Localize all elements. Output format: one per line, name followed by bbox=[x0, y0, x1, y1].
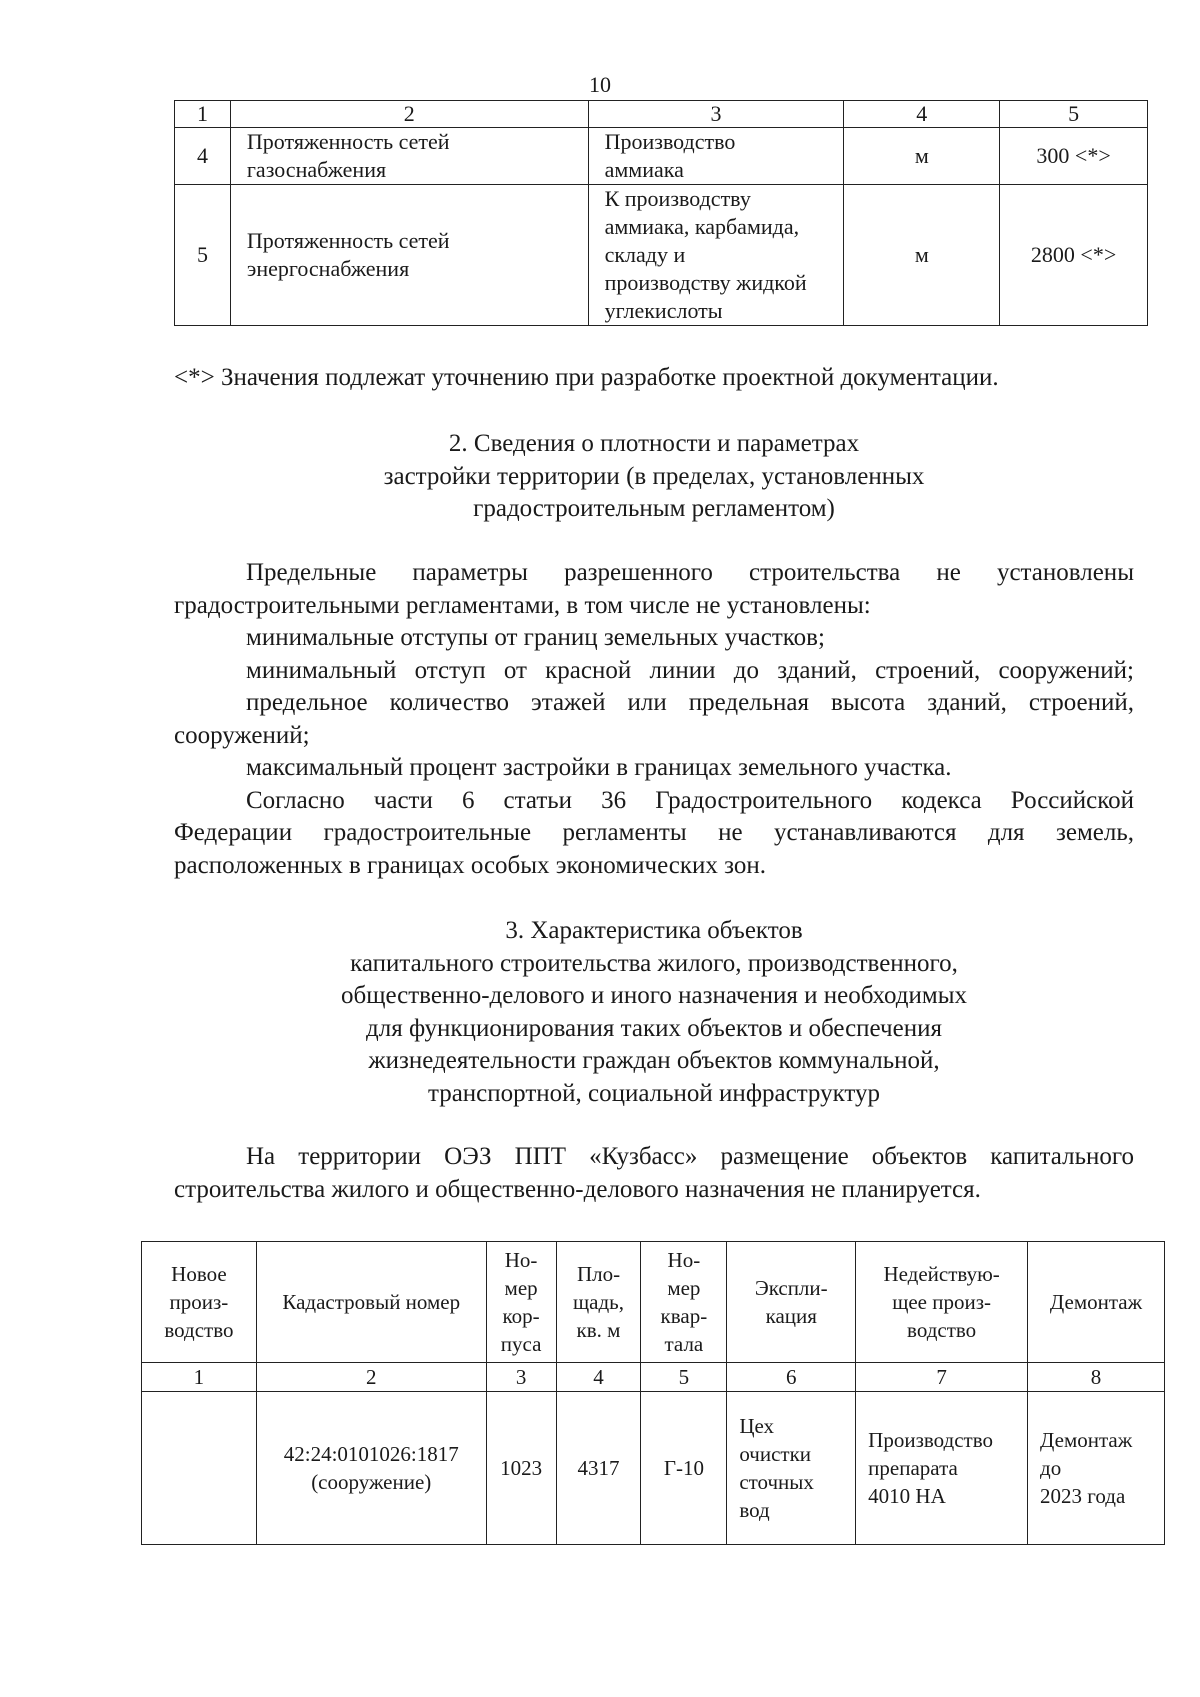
row-number: 4 bbox=[175, 128, 231, 185]
networks-table bbox=[174, 100, 1148, 326]
footnote: <*> Значения подлежат уточнению при разработке проектной документации. bbox=[174, 364, 999, 391]
col-number: 3 bbox=[486, 1363, 556, 1392]
table-row bbox=[175, 128, 1148, 185]
dismantle-cell: Демонтаж до 2023 года bbox=[1028, 1392, 1165, 1545]
header-inactive-production: Недействую- щее произ- водство bbox=[856, 1242, 1028, 1363]
value: 2800 <*> bbox=[1000, 185, 1148, 326]
section-3-title: 3. Характеристика объектов капитального строительства жилого, производственного, общественно-делового и иного назначения и необходимых для функционирования таких объектов и обеспечения жизнедеятельности граждан объектов коммунальной, транспортной, социальной инфраструктур bbox=[340, 917, 968, 1107]
quarter-cell: Г-10 bbox=[641, 1392, 727, 1545]
col-number: 1 bbox=[175, 101, 231, 128]
col-number: 2 bbox=[256, 1363, 486, 1392]
col-number: 4 bbox=[556, 1363, 641, 1392]
indicator-name: Протяженность сетей газоснабжения bbox=[230, 128, 588, 185]
col-number: 7 bbox=[856, 1363, 1028, 1392]
row-number: 5 bbox=[175, 185, 231, 326]
table-row bbox=[142, 1392, 1165, 1545]
target-object: Производство аммиака bbox=[588, 128, 844, 185]
header-area: Пло- щадь, кв. м bbox=[556, 1242, 641, 1363]
unit: м bbox=[844, 128, 1000, 185]
area-cell: 4317 bbox=[556, 1392, 641, 1545]
objects-table bbox=[141, 1241, 1165, 1545]
table-row bbox=[175, 185, 1148, 326]
col-number: 2 bbox=[230, 101, 588, 128]
header-cadastral-number: Кадастровый номер bbox=[256, 1242, 486, 1363]
col-number: 8 bbox=[1028, 1363, 1165, 1392]
header-building-number: Но- мер кор- пуса bbox=[486, 1242, 556, 1363]
building-number-cell: 1023 bbox=[486, 1392, 556, 1545]
unit: м bbox=[844, 185, 1000, 326]
indicator-name: Протяженность сетей энергоснабжения bbox=[230, 185, 588, 326]
value: 300 <*> bbox=[1000, 128, 1148, 185]
table-header-row bbox=[175, 101, 1148, 128]
col-number: 5 bbox=[641, 1363, 727, 1392]
inactive-production-cell: Производство препарата 4010 НА bbox=[856, 1392, 1028, 1545]
table-header-row bbox=[142, 1242, 1165, 1363]
header-quarter-number: Но- мер квар- тала bbox=[641, 1242, 727, 1363]
explication-cell: Цех очистки сточных вод bbox=[727, 1392, 856, 1545]
target-object: К производству аммиака, карбамида, складу и производству жидкой углекислоты bbox=[588, 185, 844, 326]
section-2-title: 2. Сведения о плотности и параметрах застройки территории (в пределах, установленных градостроительным регламентом) bbox=[383, 430, 925, 522]
new-production-cell bbox=[142, 1392, 257, 1545]
header-explication: Экспли- кация bbox=[727, 1242, 856, 1363]
cadastral-number-cell: 42:24:0101026:1817 (сооружение) bbox=[256, 1392, 486, 1545]
section-2-body: Предельные параметры разрешенного строительства не установлены градостроительными регламентами, в том числе не установлены: минимальные отступы от границ земельных участков; минимальный отступ от красной линии до зданий, строений, сооружений; предельное количество этажей или предельная высота зданий, строений, сооружений; максимальный процент застройки в границах земельного участка. Согласно части 6 статьи 36 Градостроительного кодекса Российской Федерации градостроительные регламенты не устанавливаются для земель, расположенных в границах особых экономических зон. bbox=[174, 559, 1134, 879]
col-number: 1 bbox=[142, 1363, 257, 1392]
col-number: 4 bbox=[844, 101, 1000, 128]
col-number: 6 bbox=[727, 1363, 856, 1392]
header-new-production: Новое произ- водство bbox=[142, 1242, 257, 1363]
page-number: 10 bbox=[589, 72, 611, 97]
col-number: 3 bbox=[588, 101, 844, 128]
header-dismantle: Демонтаж bbox=[1028, 1242, 1165, 1363]
section-3-body: На территории ОЭЗ ППТ «Кузбасс» размещение объектов капитального строительства жилого и общественно-делового назначения не планируется. bbox=[174, 1143, 1134, 1203]
column-number-row bbox=[142, 1363, 1165, 1392]
col-number: 5 bbox=[1000, 101, 1148, 128]
